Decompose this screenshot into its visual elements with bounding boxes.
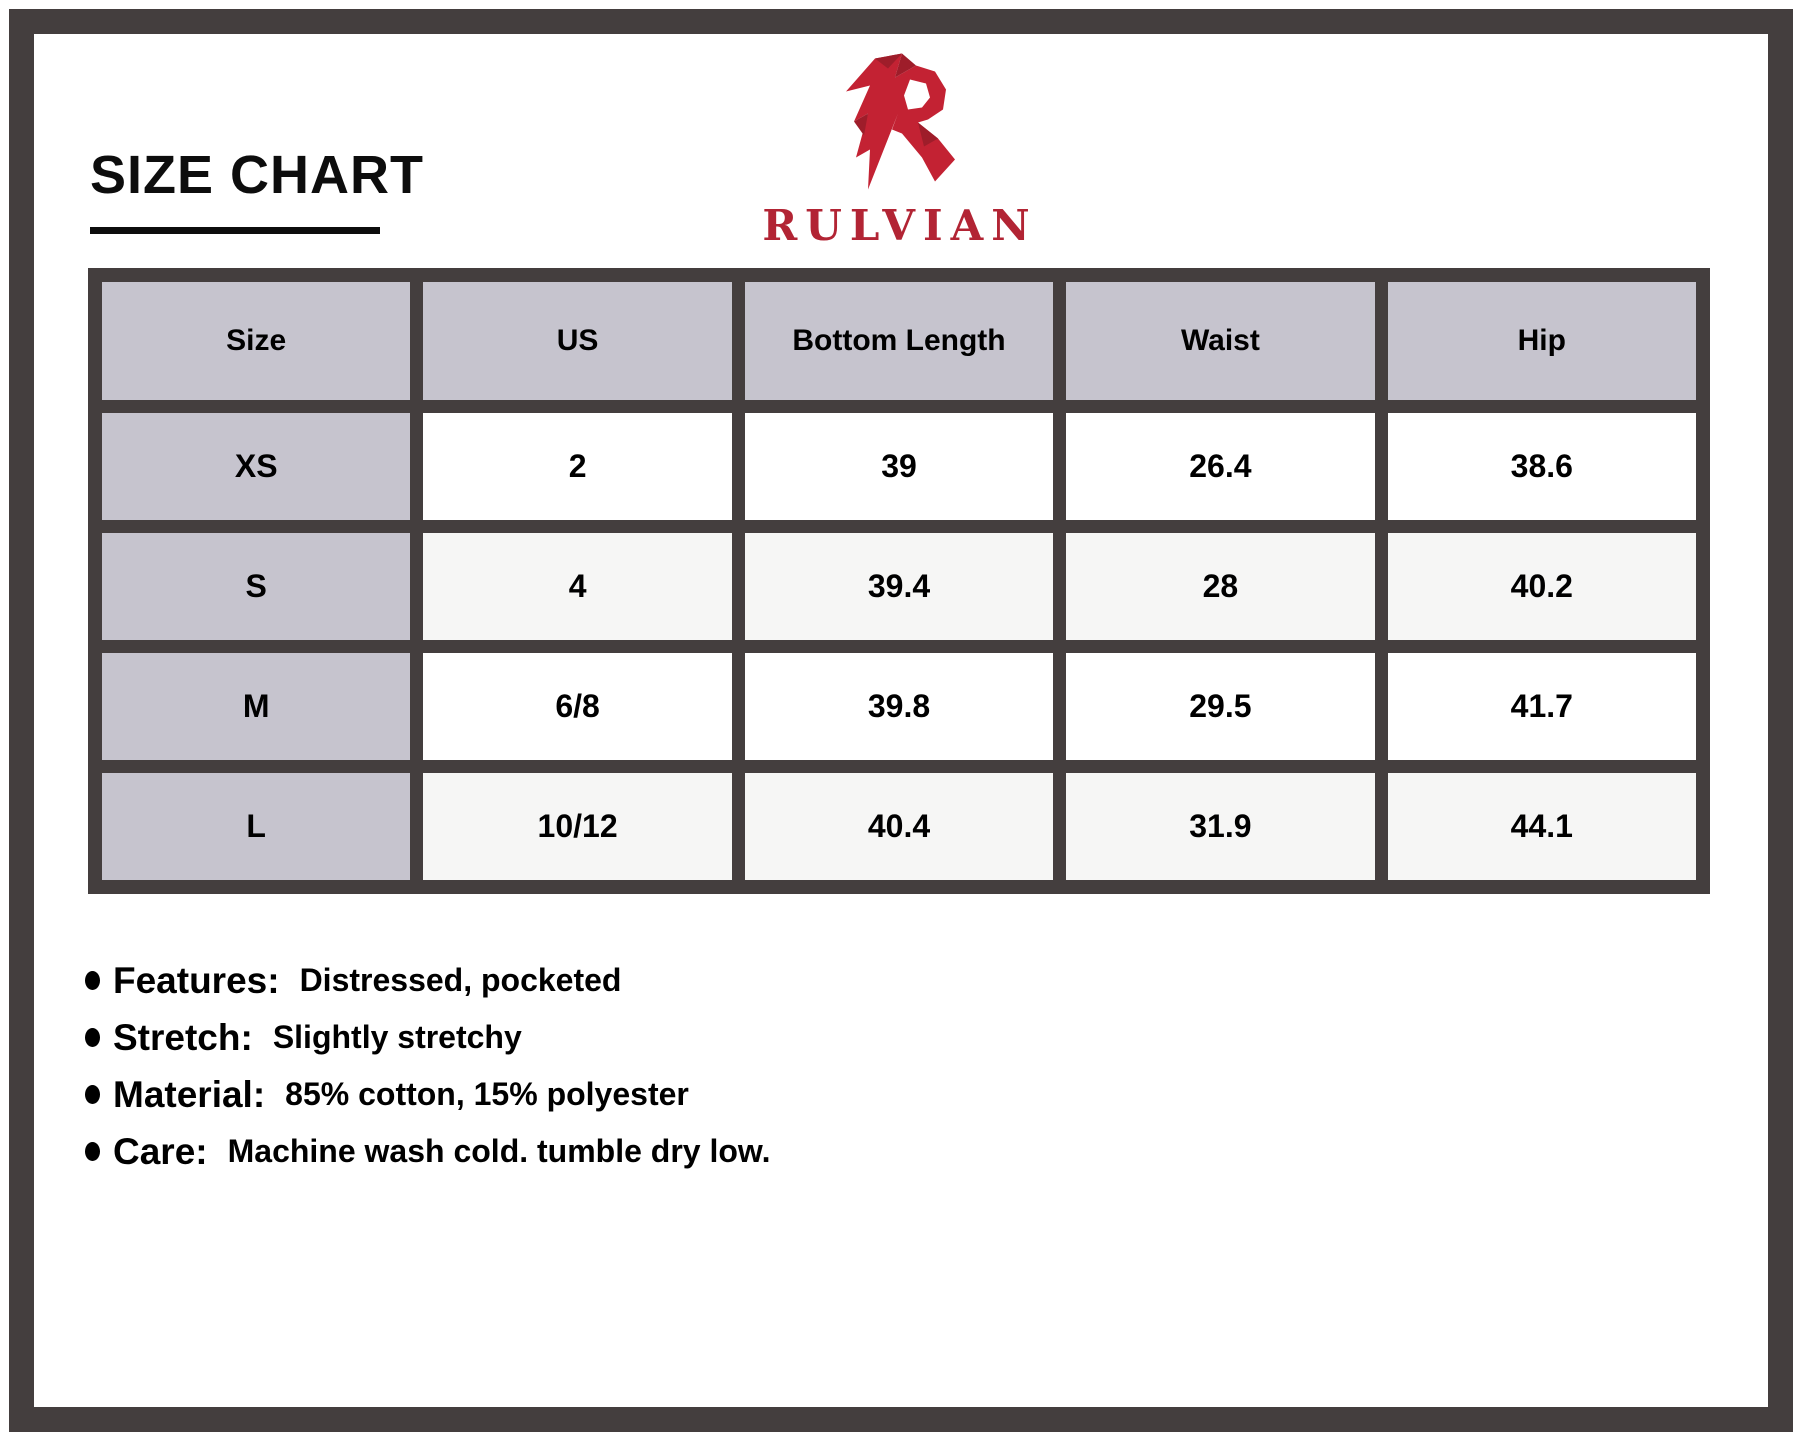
cell-l-bottom-length: 40.4 [745, 773, 1053, 880]
cell-s-size: S [102, 533, 410, 640]
bullet-icon [85, 1085, 100, 1104]
cell-m-waist: 29.5 [1066, 653, 1374, 760]
cell-m-size: M [102, 653, 410, 760]
cell-s-bottom-length: 39.4 [745, 533, 1053, 640]
cell-m-hip: 41.7 [1388, 653, 1696, 760]
cell-l-us: 10/12 [423, 773, 731, 880]
header-cell-hip: Hip [1388, 282, 1696, 400]
brand-logo-icon [840, 50, 960, 198]
bullet-icon [85, 1028, 100, 1047]
brand-logo [0, 50, 1800, 248]
cell-xs-waist: 26.4 [1066, 413, 1374, 520]
brand-name: RULVIAN [762, 201, 1038, 250]
detail-label: Stretch: [113, 1016, 253, 1058]
cell-m-bottom-length: 39.8 [745, 653, 1053, 760]
size-chart-table [88, 268, 1710, 894]
cell-s-us: 4 [423, 533, 731, 640]
detail-item-care [85, 1131, 771, 1172]
cell-s-waist: 28 [1066, 533, 1374, 640]
detail-value: 85% cotton, 15% polyester [285, 1076, 689, 1112]
header-cell-us: US [423, 282, 731, 400]
cell-l-waist: 31.9 [1066, 773, 1374, 880]
cell-xs-bottom-length: 39 [745, 413, 1053, 520]
detail-label: Material: [113, 1073, 266, 1115]
detail-item-features [85, 960, 771, 1001]
detail-label: Care: [113, 1130, 208, 1172]
page-title: SIZE CHART [90, 145, 424, 205]
cell-xs-us: 2 [423, 413, 731, 520]
detail-item-material [85, 1074, 771, 1115]
detail-value: Distressed, pocketed [299, 962, 622, 998]
cell-l-size: L [102, 773, 410, 880]
cell-s-hip: 40.2 [1388, 533, 1696, 640]
header-cell-waist: Waist [1066, 282, 1374, 400]
cell-m-us: 6/8 [423, 653, 731, 760]
header-cell-bottom-length: Bottom Length [745, 282, 1053, 400]
cell-l-hip: 44.1 [1388, 773, 1696, 880]
detail-value: Slightly stretchy [272, 1019, 522, 1055]
bullet-icon [85, 1142, 100, 1161]
detail-label: Features: [113, 959, 280, 1001]
detail-value: Machine wash cold. tumble dry low. [227, 1133, 771, 1169]
cell-xs-size: XS [102, 413, 410, 520]
cell-xs-hip: 38.6 [1388, 413, 1696, 520]
bullet-icon [85, 971, 100, 990]
detail-item-stretch [85, 1017, 771, 1058]
product-details-list [85, 960, 771, 1172]
header-cell-size: Size [102, 282, 410, 400]
